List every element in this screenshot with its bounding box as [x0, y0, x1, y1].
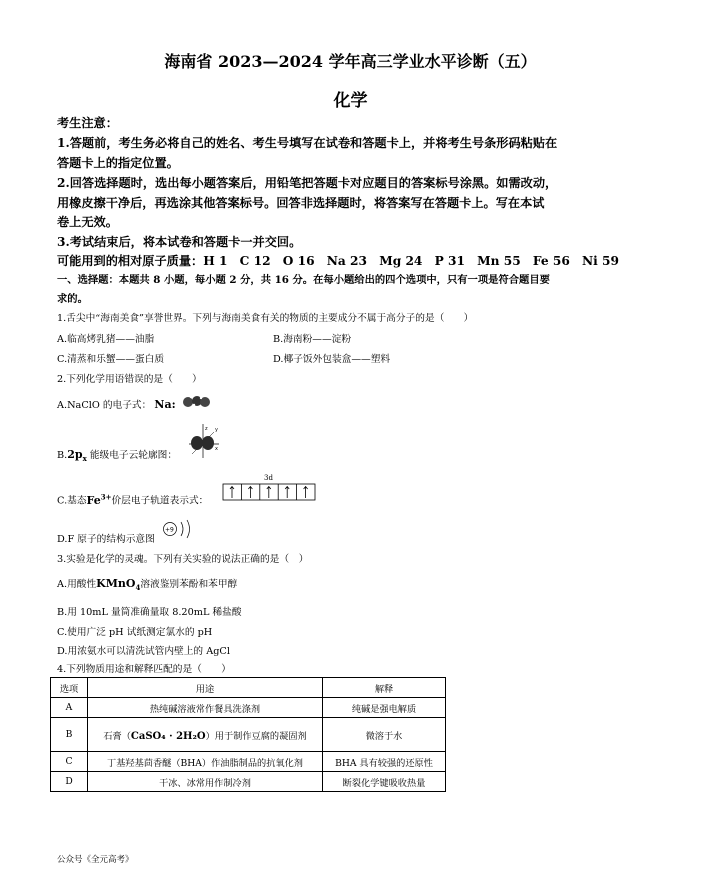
- question-3-option-a: [57, 576, 237, 592]
- fe3-3d-orbital-diagram: [222, 471, 318, 503]
- table-row: [51, 752, 446, 772]
- footer-watermark: 公众号《全元高考》: [57, 855, 134, 865]
- row-a-option: A: [51, 698, 88, 718]
- fe-charge: 3+: [100, 492, 112, 501]
- notice-item-1-line-2: 答题卡上的指定位置。: [57, 156, 179, 170]
- orbital-2px-formula: [67, 448, 87, 464]
- question-3-stem: 3.实验是化学的灵魂。下列有关实验的说法正确的是（ ）: [57, 554, 309, 565]
- fe-symbol: Fe: [86, 493, 101, 507]
- question-3-option-c: C.使用广泛 pH 试纸测定氯水的 pH: [57, 627, 213, 638]
- notice-item-1-line-1: 1.答题前，考生务必将自己的姓名、考生号填写在试卷和答题卡上，并将考生号条形码粘贴在: [57, 136, 558, 150]
- header-reason: 解释: [323, 678, 446, 698]
- notice-item-3: 3.考试结束后，将本试卷和答题卡一并交回。: [57, 235, 302, 249]
- question-2-option-b: [57, 447, 177, 463]
- option-a-text: 溶液鉴别苯酚和苯甲醇: [140, 579, 238, 590]
- kmno4-subscript: 4: [135, 583, 141, 593]
- header-use: 用途: [88, 678, 323, 698]
- y-axis-label: y: [215, 427, 218, 433]
- row-b-use-suffix: ）用于制作豆腐的凝固剂: [205, 730, 307, 742]
- naclo-formula: Na:: [154, 398, 176, 411]
- nucleus-charge: +9: [165, 526, 174, 534]
- table-row: [51, 718, 446, 752]
- x-axis-label: x: [215, 446, 218, 452]
- question-1-option-b: B.海南粉——淀粉: [273, 334, 352, 345]
- notice-item-2-line-1: 2.回答选择题时，选出每小题答案后，用铅笔把答题卡对应题目的答案标号涂黑。如需改动，: [57, 176, 558, 190]
- f-atom-structure-diagram: [160, 518, 194, 540]
- subject-title: 化学: [333, 91, 368, 111]
- naclo-electron-dot-structure: [182, 393, 212, 411]
- question-1-option-c: C.清蒸和乐蟹——蛋白质: [57, 354, 165, 365]
- question-2-stem: 2.下列化学用语错误的是（ ）: [57, 374, 202, 385]
- question-1-option-d: D.椰子饭外包装盒——塑料: [273, 354, 391, 365]
- option-b-prefix: B.: [57, 450, 68, 461]
- kmno-symbol: KMnO: [96, 577, 136, 590]
- row-d-option: D: [51, 772, 88, 792]
- option-a-prefix: A.用酸性: [57, 579, 97, 590]
- notice-item-2-line-3: 卷上无效。: [57, 215, 118, 229]
- question-2-option-a: [57, 397, 176, 411]
- section-1-line-1: 一、选择题：本题共 8 小题，每小题 2 分，共 16 分。在每小题给出的四个选项中，只有一项是符合题目要: [57, 274, 550, 286]
- atomic-masses: 可能用到的相对原子质量：H 1 C 12 O 16 Na 23 Mg 24 P 31 Mn 55 Fe 56 Ni 59: [57, 254, 620, 268]
- row-b-reason: 微溶于水: [323, 718, 446, 752]
- fe3-formula: [87, 494, 112, 507]
- section-1-line-2: 求的。: [57, 293, 88, 305]
- table-row: [51, 772, 446, 792]
- orbital-subscript: x: [82, 454, 87, 464]
- question-2-option-c: [57, 492, 208, 507]
- row-b-use-prefix: 石膏（: [103, 730, 131, 742]
- option-a-text: A.NaClO 的电子式：: [57, 400, 152, 411]
- header-option: 选项: [51, 678, 88, 698]
- exam-title: 海南省 2023—2024 学年高三学业水平诊断（五）: [164, 52, 537, 71]
- question-3-option-d: D.用浓氨水可以清洗试管内壁上的 AgCl: [57, 646, 230, 657]
- table-row: [51, 698, 446, 718]
- row-a-use: 热纯碱溶液常作餐具洗涤剂: [88, 698, 323, 718]
- question-2-option-d: D.F 原子的结构示意图: [57, 534, 155, 545]
- notice-item-2-line-2: 用橡皮擦干净后，再选涂其他答案标号。回答非选择题时，将答案写在答题卡上。写在本试: [57, 196, 545, 210]
- row-c-use: 丁基羟基茴香醚（BHA）作油脂制品的抗氧化剂: [88, 752, 323, 772]
- option-c-text: 价层电子轨道表示式：: [111, 495, 209, 507]
- row-d-reason: 断裂化学键吸收热量: [323, 772, 446, 792]
- kmno4-formula: [96, 577, 141, 593]
- table-header-row: [51, 678, 446, 698]
- row-c-reason: BHA 具有较强的还原性: [323, 752, 446, 772]
- option-b-text: 能级电子云轮廓图：: [89, 450, 178, 461]
- row-c-option: C: [51, 752, 88, 772]
- 3d-orbital-label: 3d: [264, 474, 273, 482]
- question-3-option-b: B.用 10mL 量筒准确量取 8.20mL 稀盐酸: [57, 607, 242, 618]
- question-1-stem: 1.舌尖中“海南美食”享誉世界。下列与海南美食有关的物质的主要成分不属于高分子的是（ ）: [57, 313, 474, 324]
- z-axis-label: z: [205, 426, 208, 432]
- row-d-use: 干冰、冰常用作制冷剂: [88, 772, 323, 792]
- question-1-option-a: A.临高烤乳猪——油脂: [57, 334, 155, 345]
- orbital-label: 2p: [67, 448, 83, 461]
- row-a-reason: 纯碱是强电解质: [323, 698, 446, 718]
- question-4-stem: 4.下列物质用途和解释匹配的是（ ）: [57, 664, 231, 675]
- notice-heading: 考生注意：: [57, 116, 118, 130]
- question-4-table: [50, 677, 446, 792]
- caso4-formula: CaSO₄ · 2H₂O: [130, 730, 206, 742]
- row-b-use: [88, 718, 323, 752]
- option-c-prefix: C.基态: [57, 495, 87, 507]
- 2px-orbital-diagram: [186, 424, 220, 458]
- row-b-option: B: [51, 718, 88, 752]
